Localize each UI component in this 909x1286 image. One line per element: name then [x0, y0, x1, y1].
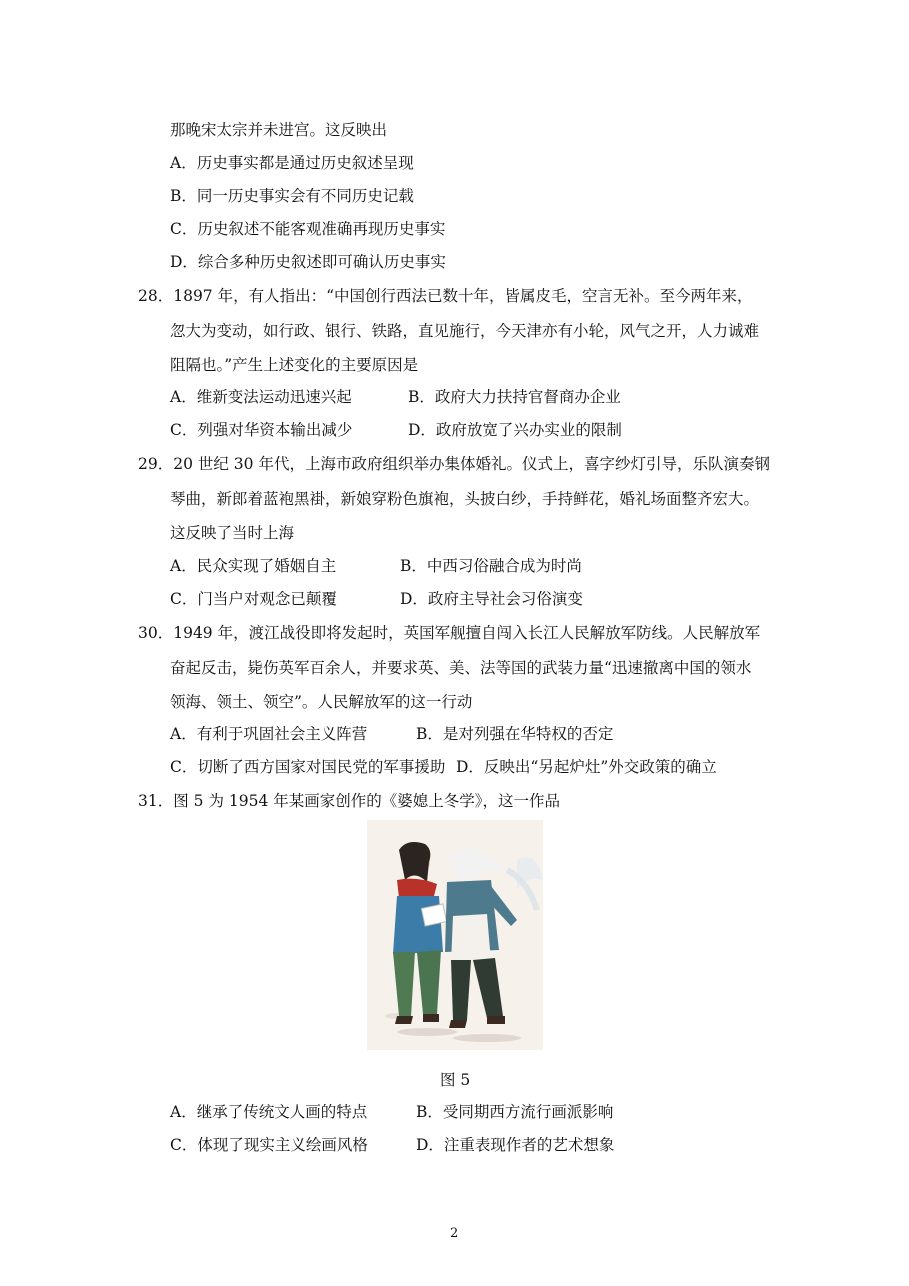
- figure-5-caption: 图 5: [440, 1071, 471, 1089]
- page-number: 2: [450, 1226, 459, 1241]
- q28-option-c: C．列强对华资本输出减少: [170, 421, 353, 439]
- painting-illustration: [367, 820, 543, 1050]
- q29-option-b: B．中西习俗融合成为时尚: [400, 557, 582, 575]
- q29-option-d: D．政府主导社会习俗演变: [400, 590, 583, 608]
- q30-option-c: C．切断了西方国家对国民党的军事援助: [170, 758, 446, 776]
- q31-option-d: D．注重表现作者的艺术想象: [416, 1136, 615, 1154]
- q27-stem-tail: 那晚宋太宗并未进宫。这反映出: [170, 121, 388, 139]
- q30-option-a: A．有利于巩固社会主义阵营: [170, 725, 368, 743]
- q29-option-c: C．门当户对观念已颠覆: [170, 590, 337, 608]
- q29-option-a: A．民众实现了婚姻自主: [170, 557, 337, 575]
- q30-option-b: B．是对列强在华特权的否定: [416, 725, 614, 743]
- q30-option-d: D．反映出“另起炉灶”外交政策的确立: [456, 758, 717, 776]
- q30-stem-line-2: 奋起反击，毙伤英军百余人，并要求英、美、法等国的武装力量“迅速撤离中国的领水: [170, 659, 752, 677]
- q28-option-a: A．维新变法运动迅速兴起: [170, 388, 352, 406]
- q30-stem-line-1: 30．1949 年，渡江战役即将发起时，英国军舰擅自闯入长江人民解放军防线。人民解放军: [138, 624, 761, 642]
- q31-option-a: A．继承了传统文人画的特点: [170, 1103, 368, 1121]
- q27-option-a: A．历史事实都是通过历史叙述呈现: [170, 154, 414, 172]
- q30-stem-line-3: 领海、领土、领空”。人民解放军的这一行动: [170, 693, 473, 711]
- q28-option-d: D．政府放宽了兴办实业的限制: [408, 421, 622, 439]
- q31-option-c: C．体现了现实主义绘画风格: [170, 1136, 368, 1154]
- q28-stem-line-2: 忽大为变动，如行政、银行、铁路，直见施行，今天津亦有小轮，风气之开，人力诚难: [170, 322, 760, 340]
- q27-option-d: D．综合多种历史叙述即可确认历史事实: [170, 253, 446, 271]
- q29-stem-line-2: 琴曲，新郎着蓝袍黑褂，新娘穿粉色旗袍，头披白纱，手持鲜花，婚礼场面整齐宏大。: [170, 490, 760, 508]
- q31-option-b: B．受同期西方流行画派影响: [416, 1103, 614, 1121]
- q31-stem-line-1: 31．图 5 为 1954 年某画家创作的《婆媳上冬学》，这一作品: [138, 792, 560, 810]
- q28-stem-line-1: 28．1897 年，有人指出：“中国创行西法已数十年，皆属皮毛，空言无补。至今两年来，: [138, 287, 753, 305]
- figure-5-painting: [367, 820, 543, 1050]
- q29-stem-line-1: 29．20 世纪 30 年代，上海市政府组织举办集体婚礼。仪式上，喜字纱灯引导，乐队演奏钢: [138, 455, 770, 473]
- q28-stem-line-3: 阻隔也。”产生上述变化的主要原因是: [170, 356, 419, 374]
- q28-option-b: B．政府大力扶持官督商办企业: [408, 388, 621, 406]
- q27-option-c: C．历史叙述不能客观准确再现历史事实: [170, 220, 446, 238]
- q27-option-b: B．同一历史事实会有不同历史记载: [170, 187, 414, 205]
- q29-stem-line-3: 这反映了当时上海: [170, 524, 295, 542]
